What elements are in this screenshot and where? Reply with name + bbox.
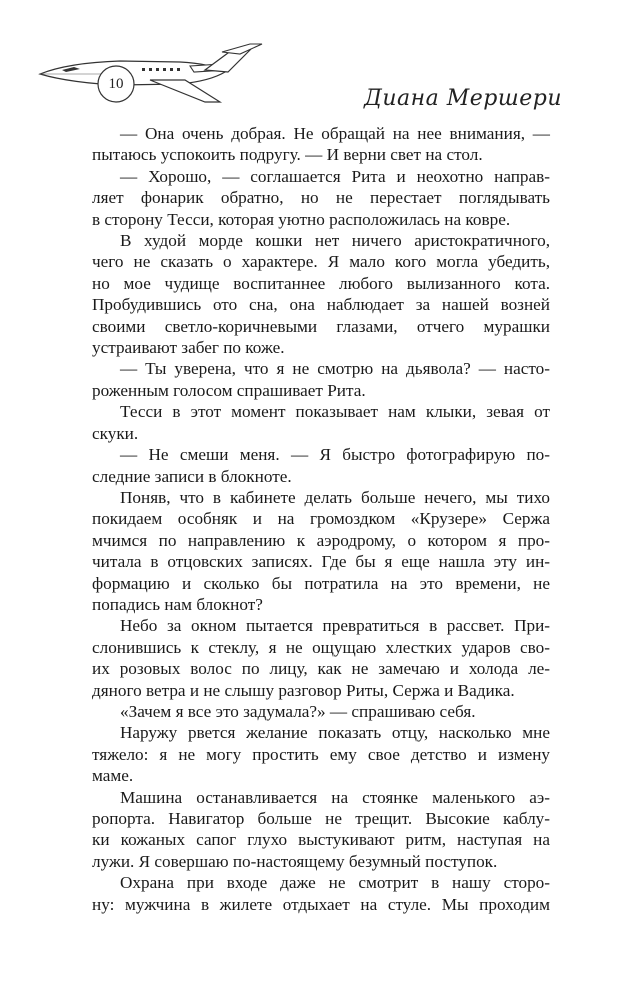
text-line: Небо за окном пытается превратиться в рассвет. При- xyxy=(120,616,550,636)
text-line: попадись нам блокнот? xyxy=(92,594,263,614)
body-text xyxy=(92,123,550,915)
page-header xyxy=(0,0,619,120)
text-line: своими светло-коричневыми глазами, отчего мурашки xyxy=(92,316,550,336)
paragraph xyxy=(92,123,550,166)
text-line: ну: мужчина в жилете отдыхает на стуле. Мы проходим xyxy=(92,894,550,914)
text-line: маме. xyxy=(92,766,134,786)
text-line: Наружу рвется желание показать отцу, насколько мне xyxy=(120,723,550,743)
text-line: следние записи в блокноте. xyxy=(92,466,292,486)
text-line: Машина останавливается на стоянке маленького аэ- xyxy=(120,787,550,807)
text-line: роженным голосом спрашивает Рита. xyxy=(92,380,366,400)
paragraph xyxy=(92,872,550,915)
text-line: скуки. xyxy=(92,423,139,443)
text-line: устраивают забег по коже. xyxy=(92,338,285,358)
paragraph xyxy=(92,358,550,401)
text-line: ки кожаных сапог глухо выстукивают ритм, наступая на xyxy=(92,830,550,850)
text-line: ропорта. Навигатор больше не трещит. Высокие каблу- xyxy=(92,809,550,828)
text-line: читала в отцовских записях. Где бы я еще нашла эту ин- xyxy=(92,552,550,572)
text-line: — Она очень добрая. Не обращай на нее внимания, — xyxy=(120,124,550,143)
text-line: покидаем особняк и на громоздком «Крузере» Сержа xyxy=(92,509,550,529)
text-line: Поняв, что в кабинете делать больше нечего, мы тихо xyxy=(120,487,550,507)
text-line: Тесси в этот момент показывает нам клыки, зевая от xyxy=(120,402,550,422)
paragraph xyxy=(92,230,550,358)
text-line: ляет фонарик обратно, но не перестает поглядывать xyxy=(92,188,550,208)
paragraph xyxy=(92,166,550,230)
page-number: 10 xyxy=(108,76,124,92)
paragraph xyxy=(92,444,550,487)
text-line: но мое чудище воспитаннее любого вылизанного кота. xyxy=(92,273,550,293)
text-line: тяжело: я не могу простить ему свое детство и измену xyxy=(92,744,550,764)
text-line: в сторону Тесси, которая уютно расположилась на ковре. xyxy=(92,209,511,229)
text-line: В худой морде кошки нет ничего аристократичного, xyxy=(120,231,550,251)
text-line: дяного ветра и не слышу разговор Риты, Сержа и Вадика. xyxy=(92,680,515,700)
text-line: их розовых волос по лицу, как не замечаю и холода ле- xyxy=(92,659,550,679)
running-head-author: Диана Мершери xyxy=(363,86,562,111)
text-line: пытаюсь успокоить подругу. — И верни свет на стол. xyxy=(92,145,483,165)
text-line: лужи. Я совершаю по-настоящему безумный поступок. xyxy=(92,851,498,871)
text-line: Охрана при входе даже не смотрит в нашу сторо- xyxy=(120,873,550,893)
text-line: слонившись к стеклу, я не ощущаю хлестких ударов сво- xyxy=(92,637,550,657)
text-line: — Не смеши меня. — Я быстро фотографирую по- xyxy=(120,445,550,465)
paragraph xyxy=(92,722,550,786)
text-line: мчимся по направлению к аэродрому, о котором я про- xyxy=(92,530,550,550)
text-line: чего не сказать о характере. Я мало кого могла убедить, xyxy=(92,252,550,272)
text-line: — Хорошо, — соглашается Рита и неохотно направ- xyxy=(120,166,550,186)
text-line: Пробудившись ото сна, она наблюдает за нашей возней xyxy=(92,295,550,315)
text-line: — Ты уверена, что я не смотрю на дьявола? — насто- xyxy=(120,359,550,379)
paragraph xyxy=(92,615,550,701)
paragraph xyxy=(92,701,550,722)
text-line: «Зачем я все это задумала?» — спрашиваю себя. xyxy=(120,701,476,721)
paragraph xyxy=(92,787,550,873)
paragraph xyxy=(92,487,550,615)
paragraph xyxy=(92,401,550,444)
text-line: формацию и сколько бы потратила на это времени, не xyxy=(92,573,550,593)
